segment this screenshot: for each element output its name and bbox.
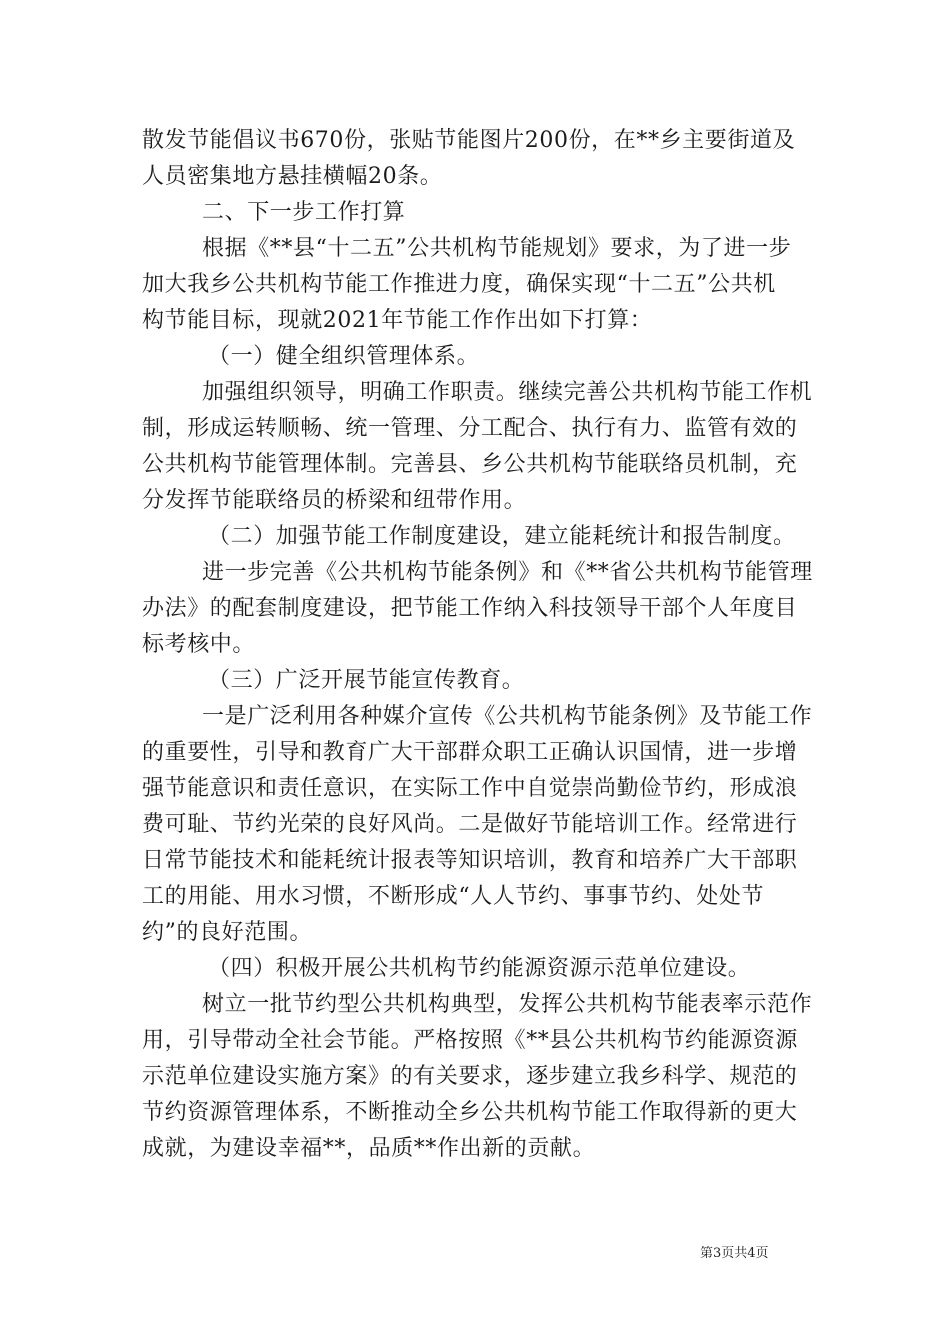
- subsection-heading: （四）积极开展公共机构节约能源资源示范单位建设。: [208, 956, 751, 981]
- body-text-line: 的重要性，引导和教育广大干部群众职工正确认识国情，进一步增: [142, 740, 798, 765]
- body-text-line: 工的用能、用水习惯，不断形成“人人节约、事事节约、处处节: [142, 884, 765, 909]
- subsection-heading: （二）加强节能工作制度建设，建立能耗统计和报告制度。: [208, 524, 796, 549]
- body-text-line: 进一步完善《公共机构节能条例》和《**省公共机构节能管理: [202, 560, 813, 585]
- body-text-line: 树立一批节约型公共机构典型，发挥公共机构节能表率示范作: [202, 992, 813, 1017]
- body-text-line: 公共机构节能管理体制。完善县、乡公共机构节能联络员机制，充: [142, 452, 798, 477]
- body-text-line: 日常节能技术和能耗统计报表等知识培训，教育和培养广大干部职: [142, 848, 798, 873]
- body-text-line: 根据《**县“十二五”公共机构节能规划》要求，为了进一步: [202, 236, 792, 261]
- body-text-line: 散发节能倡议书670份，张贴节能图片200份，在**乡主要街道及: [142, 128, 796, 153]
- body-text-line: 办法》的配套制度建设，把节能工作纳入科技领导干部个人年度目: [142, 596, 798, 621]
- body-text-line: 制，形成运转顺畅、统一管理、分工配合、执行有力、监管有效的: [142, 416, 798, 441]
- body-text-line: 加大我乡公共机构节能工作推进力度，确保实现“十二五”公共机: [142, 272, 776, 297]
- body-text-line: 加强组织领导，明确工作职责。继续完善公共机构节能工作机: [202, 380, 813, 405]
- body-text-line: 强节能意识和责任意识，在实际工作中自觉崇尚勤俭节约，形成浪: [142, 776, 798, 801]
- body-text-line: 费可耻、节约光荣的良好风尚。二是做好节能培训工作。经常进行: [142, 812, 798, 837]
- body-text-line: 一是广泛利用各种媒介宣传《公共机构节能条例》及节能工作: [202, 704, 813, 729]
- body-text-line: 约”的良好范围。: [142, 920, 313, 945]
- subsection-heading: （三）广泛开展节能宣传教育。: [208, 668, 525, 693]
- body-text-line: 标考核中。: [142, 632, 256, 657]
- body-text-line: 节约资源管理体系，不断推动全乡公共机构节能工作取得新的更大: [142, 1100, 798, 1125]
- section-heading: 二、下一步工作打算: [202, 200, 406, 225]
- body-text-line: 示范单位建设实施方案》的有关要求，逐步建立我乡科学、规范的: [142, 1064, 798, 1089]
- body-text-line: 人员密集地方悬挂横幅20条。: [142, 164, 443, 189]
- page-number: 第3页共4页: [700, 1246, 769, 1261]
- body-text-line: 用，引导带动全社会节能。严格按照《**县公共机构节约能源资源: [142, 1028, 799, 1053]
- body-text-line: 分发挥节能联络员的桥梁和纽带作用。: [142, 488, 527, 513]
- subsection-heading: （一）健全组织管理体系。: [208, 344, 480, 369]
- body-text-line: 成就，为建设幸福**，品质**作出新的贡献。: [142, 1136, 596, 1161]
- body-text-line: 构节能目标，现就2021年节能工作作出如下打算：: [142, 308, 653, 333]
- document-body: [142, 123, 812, 1167]
